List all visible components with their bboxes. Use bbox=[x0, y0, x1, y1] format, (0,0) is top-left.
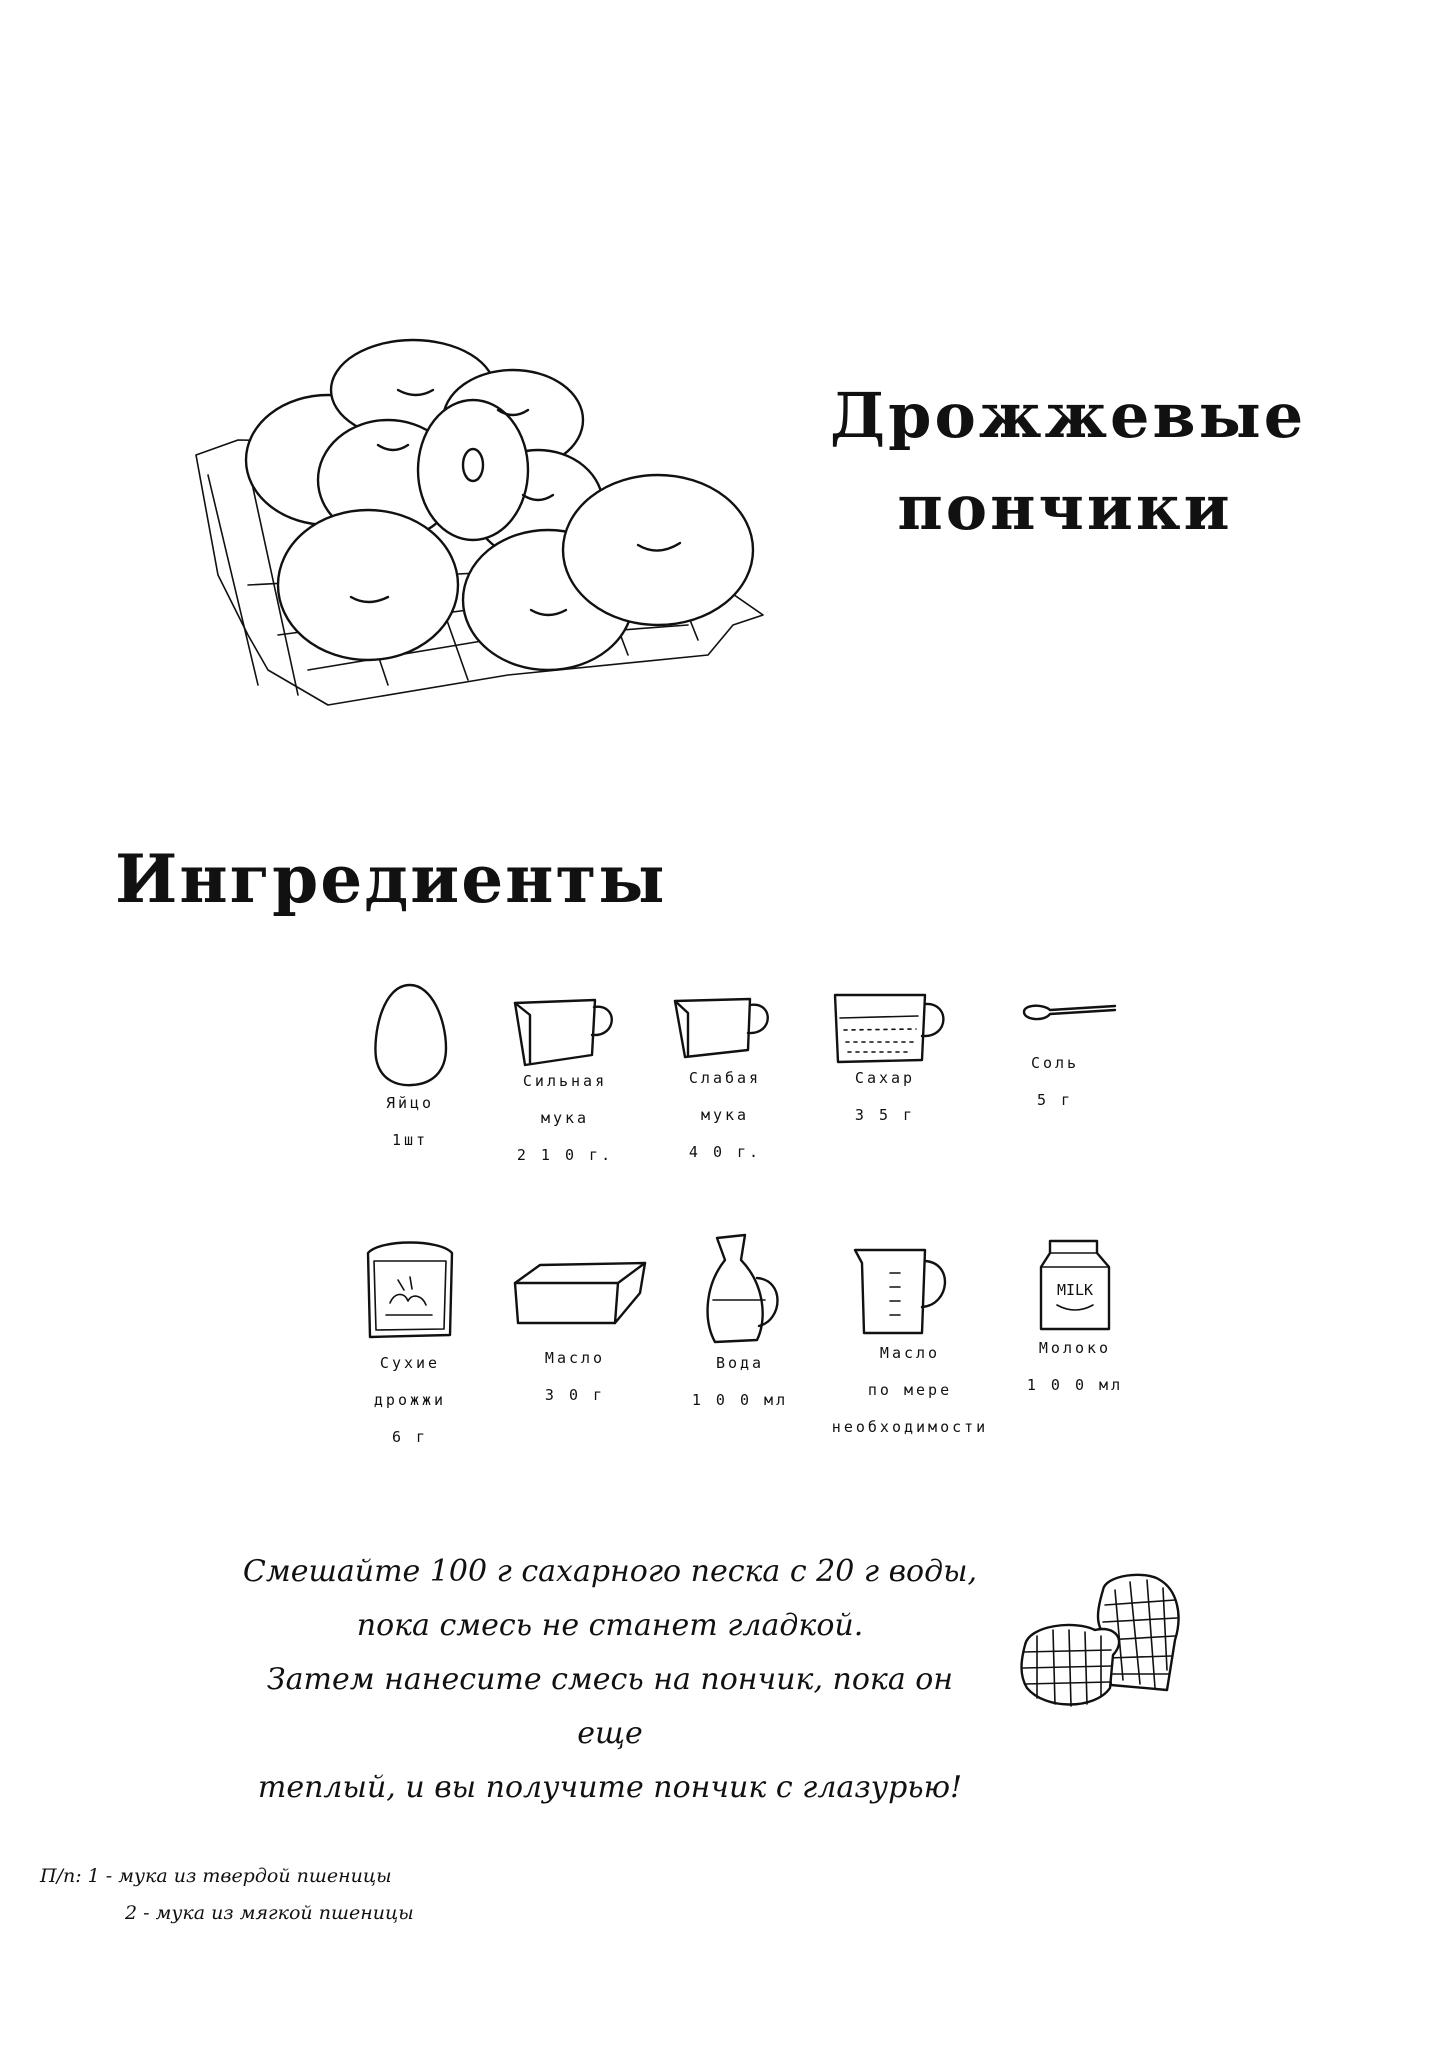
ingredient-butter bbox=[480, 1340, 670, 1414]
recipe-title-line2: пончики bbox=[897, 471, 1233, 544]
ingredient-amount: по мере bbox=[867, 1381, 953, 1399]
recipe-title bbox=[830, 370, 1307, 554]
ingredient-amount: 2 1 0 г. bbox=[516, 1146, 614, 1164]
ingredient-name: Сахар bbox=[854, 1069, 916, 1087]
ingredient-name: Слабая bbox=[688, 1069, 762, 1087]
ingredient-amount: 6 г bbox=[391, 1428, 429, 1446]
instruction-line: теплый, и вы получите пончик с глазурью! bbox=[257, 1770, 963, 1805]
butter-block-icon bbox=[510, 1255, 650, 1330]
ingredient-amount: 1 0 0 мл bbox=[1026, 1376, 1124, 1394]
egg-icon bbox=[370, 980, 450, 1090]
ingredient-amount: 3 5 г bbox=[854, 1106, 916, 1124]
spoon-icon bbox=[1020, 1000, 1120, 1030]
glaze-instructions bbox=[230, 1545, 990, 1815]
ingredient-salt bbox=[960, 1045, 1150, 1119]
ingredient-name: Масло bbox=[879, 1344, 941, 1362]
measuring-cup-icon bbox=[830, 990, 950, 1070]
instruction-line: Смешайте 100 г сахарного песка с 20 г воды, bbox=[242, 1554, 978, 1589]
ingredient-name: дрожжи bbox=[373, 1391, 447, 1409]
milk-carton-text: MILK bbox=[1056, 1281, 1094, 1299]
ingredient-name: мука bbox=[700, 1106, 750, 1124]
ingredient-name: Молоко bbox=[1038, 1339, 1112, 1357]
milk-carton-icon bbox=[1035, 1235, 1115, 1335]
ingredient-name: Соль bbox=[1030, 1054, 1080, 1072]
ingredient-amount: 3 0 г bbox=[544, 1386, 606, 1404]
footnote-line1: П/п: 1 - мука из твердой пшеницы bbox=[40, 1865, 392, 1887]
ingredient-name: Яйцо bbox=[385, 1094, 435, 1112]
ingredient-milk bbox=[980, 1330, 1170, 1404]
ingredient-dry-yeast bbox=[315, 1345, 505, 1456]
ingredient-amount: 1шт bbox=[391, 1131, 429, 1149]
recipe-title-line1: Дрожжевые bbox=[830, 379, 1307, 452]
oven-mitts-icon bbox=[1015, 1570, 1195, 1715]
footnote-line2: 2 - мука из мягкой пшеницы bbox=[125, 1902, 414, 1924]
cup-icon bbox=[670, 995, 775, 1065]
ingredient-name: Сильная bbox=[522, 1072, 608, 1090]
yeast-pack-icon bbox=[360, 1235, 460, 1345]
cup-icon bbox=[510, 995, 620, 1070]
water-jug-icon bbox=[695, 1230, 790, 1350]
ingredient-amount: необходимости bbox=[831, 1418, 989, 1436]
ingredient-water bbox=[645, 1345, 835, 1419]
instruction-line: Затем нанесите смесь на пончик, пока он еще bbox=[266, 1662, 954, 1751]
ingredient-name: Масло bbox=[544, 1349, 606, 1367]
ingredients-heading: Ингредиенты bbox=[115, 840, 667, 918]
ingredient-name: Сухие bbox=[379, 1354, 441, 1372]
ingredient-amount: 1 0 0 мл bbox=[691, 1391, 789, 1409]
ingredient-amount: 4 0 г. bbox=[688, 1143, 762, 1161]
ingredient-sugar bbox=[790, 1060, 980, 1134]
ingredient-name: мука bbox=[540, 1109, 590, 1127]
measuring-jug-icon bbox=[850, 1245, 960, 1340]
ingredient-amount: 5 г bbox=[1036, 1091, 1074, 1109]
instruction-line: пока смесь не станет гладкой. bbox=[356, 1608, 864, 1643]
donuts-on-rack-illustration bbox=[188, 335, 758, 715]
footnote bbox=[40, 1858, 414, 1932]
ingredient-name: Вода bbox=[715, 1354, 765, 1372]
